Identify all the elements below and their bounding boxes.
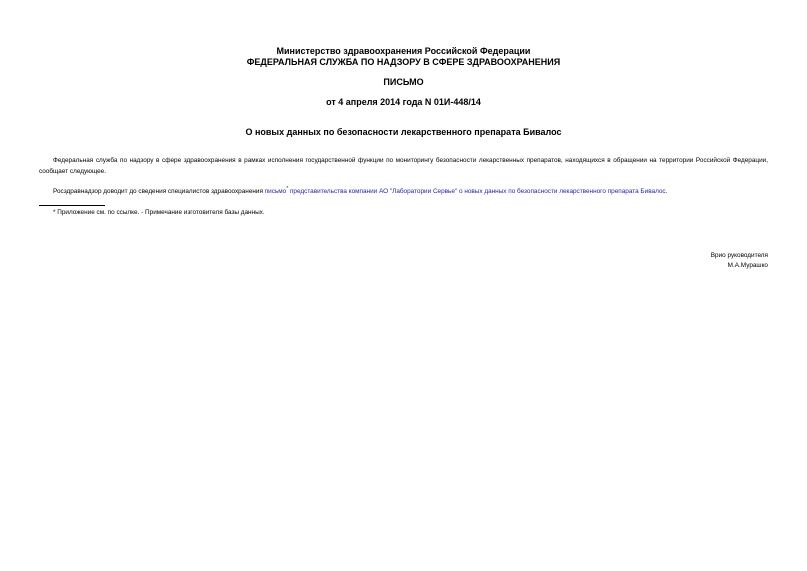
signature-name: М.А.Мурашко [727,262,768,269]
footnote-mark: * [286,185,289,192]
document-type: ПИСЬМО [383,77,424,87]
letter-link[interactable] [264,185,666,195]
footnote-text: * Приложение см. по ссылке. - Примечание изготовителя базы данных. [53,209,265,216]
signature-position: Врио руководителя [710,252,768,259]
service-title: ФЕДЕРАЛЬНАЯ СЛУЖБА ПО НАДЗОРУ В СФЕРЕ ЗДРАВООХРАНЕНИЯ [246,57,561,67]
document-date-number: от 4 апреля 2014 года N 01И-448/14 [326,97,481,107]
paragraph-2-prefix: Росздравнадзор доводит до сведения специалистов здравоохранения [53,188,265,195]
ministry-title: Министерство здравоохранения Российской Федерации [276,46,531,56]
paragraph-2 [39,186,768,197]
document-subject: О новых данных по безопасности лекарственного препарата Бивалос [245,127,562,137]
paragraph-2-suffix: . [665,188,668,195]
paragraph-1: Федеральная служба по надзору в сфере здравоохранения в рамках исполнения государственной функции по мониторингу безопасности лекарственных препаратов, находящихся в обращении на территории Российской Федерации, сообщает следующее. [39,157,768,175]
footnote-divider [39,205,105,206]
letter-link-rest: представительства компании АО "Лаборатории Сервье" о новых данных по безопасности лекарственного препарата Бивалос [288,188,666,195]
letter-link-text: письмо [264,188,287,195]
